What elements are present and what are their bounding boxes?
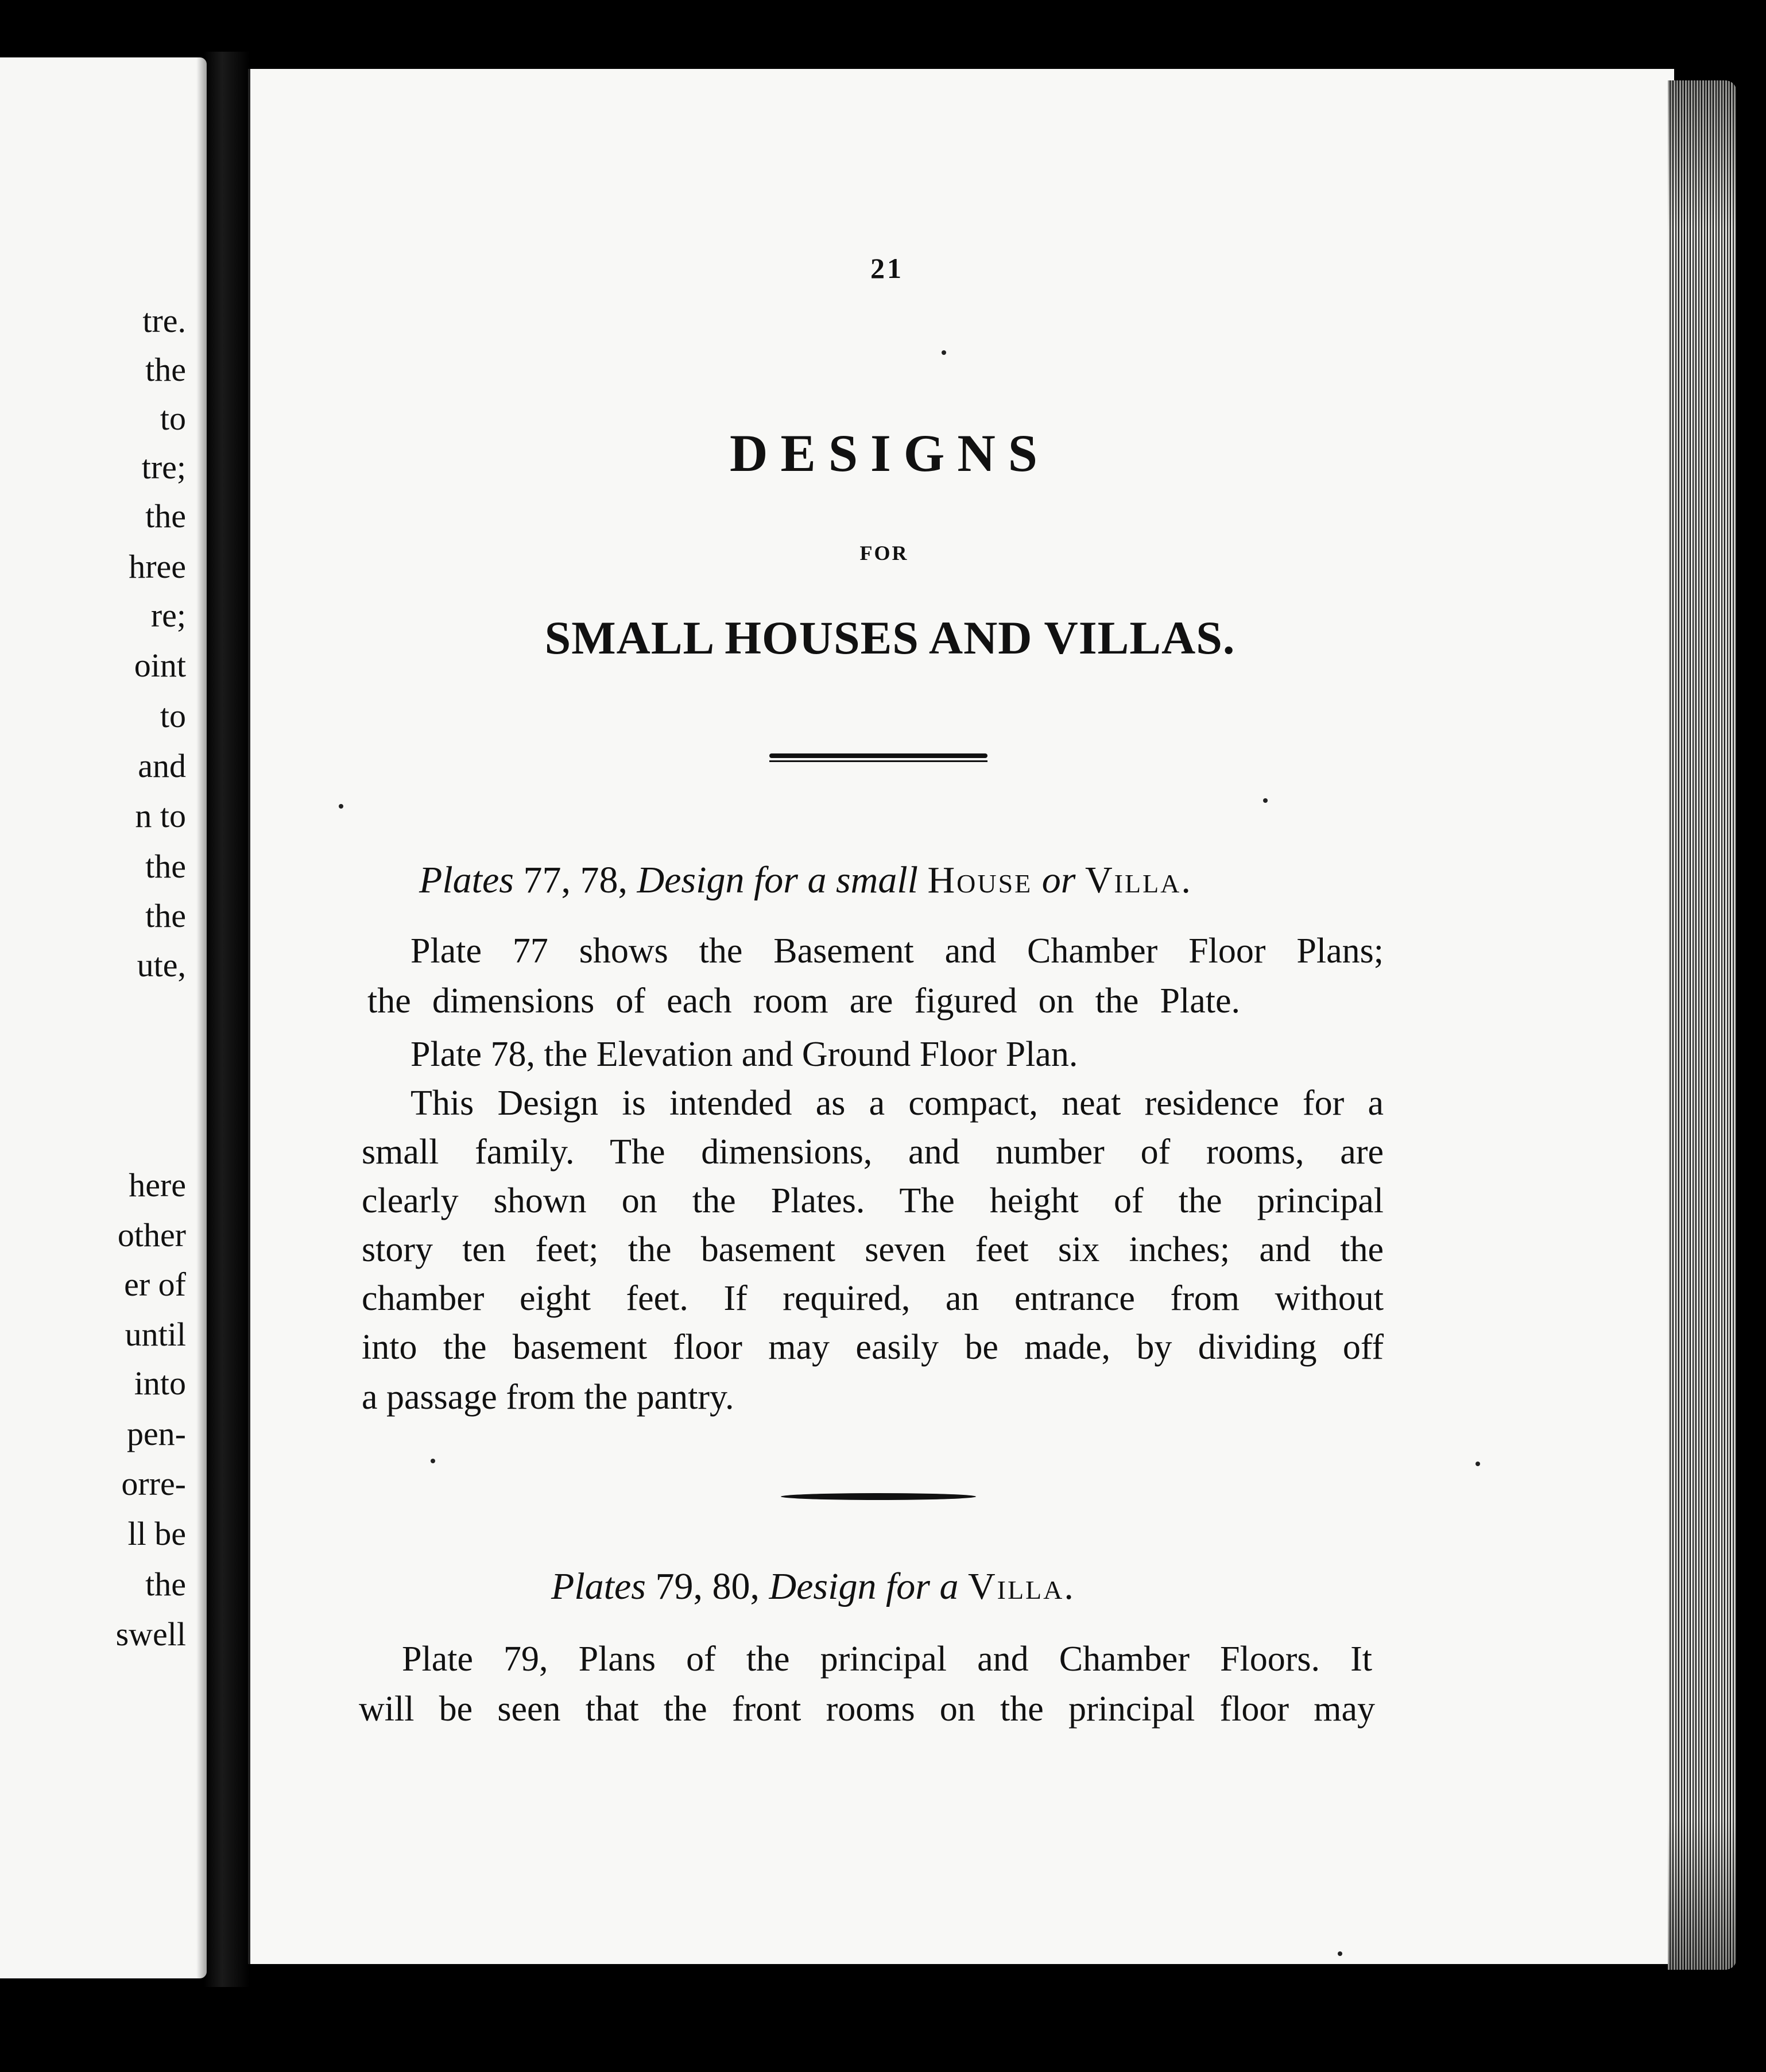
section-title-villa: Villa.: [1085, 859, 1192, 901]
heading-designs: DESIGNS: [730, 424, 1050, 482]
left-page-line: the: [145, 897, 186, 934]
left-page-line: to: [160, 697, 186, 735]
body-line: a passage from the pantry.: [362, 1378, 734, 1417]
section-title-plates-word: Plates: [419, 859, 514, 901]
body-line: clearly shown on the Plates. The height of the principal: [362, 1181, 1384, 1220]
body-line: will be seen that the front rooms on the principal floor may: [359, 1690, 1375, 1729]
body-line: Plate 79, Plans of the principal and Chamber Floors. It: [402, 1640, 1372, 1679]
left-page-line: orre-: [121, 1465, 186, 1502]
heading-for: FOR: [859, 542, 909, 565]
paper-speck: [1338, 1951, 1342, 1956]
left-page-line: ute,: [137, 946, 186, 984]
left-page-line: n to: [135, 797, 186, 834]
swell-rule-divider: [781, 1493, 976, 1500]
double-rule-divider: [769, 753, 987, 763]
left-page-line: into: [134, 1364, 186, 1402]
section-title-design-phrase: Design for a: [769, 1565, 959, 1607]
left-page-line: er of: [124, 1266, 186, 1303]
left-page-line: the: [145, 351, 186, 388]
section-title-plates-77-78: [419, 859, 1192, 902]
left-page-line: oint: [134, 647, 186, 684]
body-line: Plate 78, the Elevation and Ground Floor Plan.: [410, 1035, 1078, 1074]
body-line: small family. The dimensions, and number of rooms, are: [362, 1132, 1384, 1172]
left-page-line: here: [129, 1166, 186, 1204]
body-line: Plate 77 shows the Basement and Chamber Floor Plans;: [410, 931, 1384, 971]
section-title-house: House: [927, 859, 1033, 901]
paper-speck: [1475, 1462, 1480, 1466]
section-title-or: or: [1041, 859, 1076, 901]
left-page-line: until: [125, 1316, 186, 1353]
left-page-line: the: [145, 497, 186, 535]
left-page-line: tre.: [142, 302, 186, 339]
left-page-line: re;: [150, 597, 186, 634]
section-title-numbers: 77, 78,: [523, 859, 628, 901]
left-page-line: swell: [115, 1615, 186, 1653]
section-title-plates-word: Plates: [551, 1565, 646, 1607]
paper-speck: [1263, 798, 1268, 803]
section-title-design-phrase: Design for a small: [637, 859, 918, 901]
page-number: 21: [870, 252, 904, 284]
left-page-gutter-shadow: [196, 57, 207, 1978]
body-line: the dimensions of each room are figured on the Plate.: [367, 981, 1240, 1020]
left-page-line: and: [138, 747, 186, 784]
book-gutter: [204, 52, 250, 1987]
left-page-line: to: [160, 400, 186, 437]
section-title-numbers: 79, 80,: [655, 1565, 760, 1607]
body-line: story ten feet; the basement seven feet six inches; and the: [362, 1230, 1384, 1269]
left-facing-page: [0, 57, 207, 1978]
section-title-plates-79-80: [551, 1565, 1075, 1609]
heading-title: SMALL HOUSES AND VILLAS.: [544, 612, 1236, 664]
left-page-line: hree: [129, 548, 186, 585]
paper-speck: [431, 1459, 435, 1463]
body-line: into the basement floor may easily be made, by dividing off: [362, 1328, 1384, 1367]
left-page-line: the: [145, 848, 186, 885]
body-line: chamber eight feet. If required, an entrance from without: [362, 1279, 1384, 1318]
body-line: This Design is intended as a compact, neat residence for a: [410, 1084, 1384, 1123]
left-page-line: pen-: [126, 1415, 186, 1452]
left-page-line: ll be: [127, 1515, 186, 1552]
paper-speck: [339, 804, 343, 809]
page-edges: [1668, 80, 1737, 1970]
left-page-line: tre;: [141, 449, 186, 486]
paper-speck: [942, 350, 946, 355]
left-page-line: other: [117, 1216, 186, 1254]
section-title-villa: Villa.: [967, 1565, 1075, 1607]
left-page-line: the: [145, 1565, 186, 1603]
